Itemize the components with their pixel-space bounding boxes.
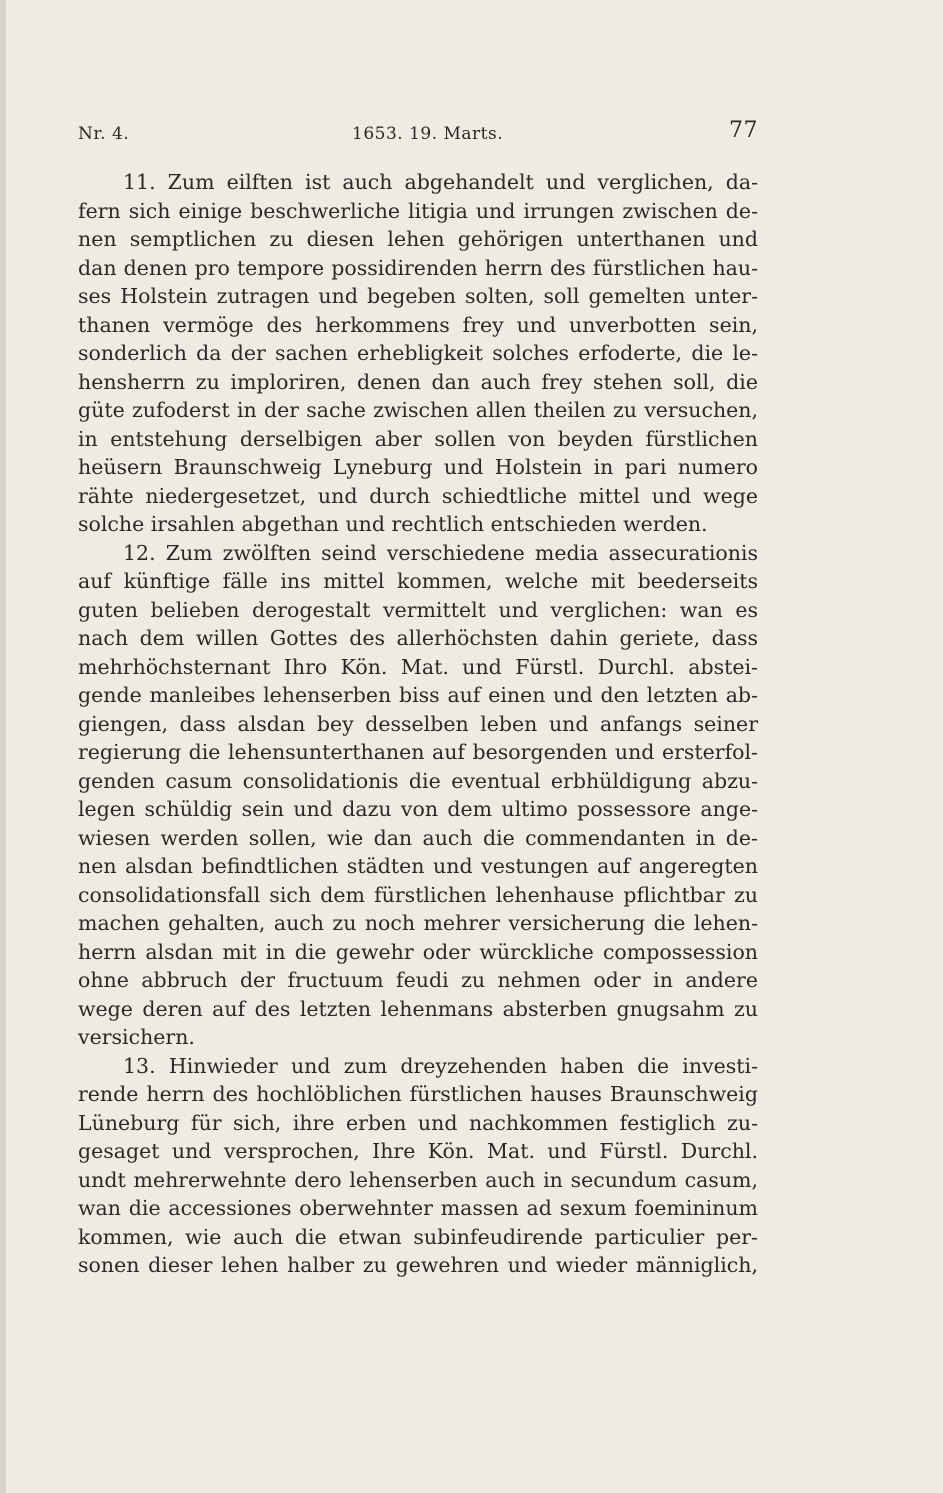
page-edge xyxy=(0,0,6,1493)
text-line: guten belieben derogestalt vermittelt und verglichen: wan es xyxy=(78,598,758,622)
text-line: solche irsahlen abgethan und rechtlich entschieden werden. xyxy=(78,512,708,536)
text-line: legen schüldig sein und dazu von dem ultimo possessore ange- xyxy=(78,797,758,821)
text-line: ses Holstein zutragen und begeben solten, soll gemelten unter- xyxy=(78,284,758,308)
text-line: genden casum consolidationis die eventual erbhüldigung abzu- xyxy=(78,769,758,793)
text-line: ohne abbruch der fructuum feudi zu nehmen oder in andere xyxy=(78,968,758,992)
text-line: nen semptlichen zu diesen lehen gehörigen unterthanen und xyxy=(78,227,758,251)
text-line: wege deren auf des letzten lehenmans absterben gnugsahm zu xyxy=(78,997,758,1021)
text-line: gende manleibes lehenserben biss auf einen und den letzten ab- xyxy=(78,683,758,707)
document-date: 1653. 19. Marts. xyxy=(352,124,504,144)
text-line: nen alsdan befindtlichen städten und vestungen auf angeregten xyxy=(78,854,758,878)
text-line: fern sich einige beschwerliche litigia und irrungen zwischen de- xyxy=(78,199,758,223)
text-line: herrn alsdan mit in die gewehr oder würckliche compossession xyxy=(78,940,758,964)
text-line: dan denen pro tempore possidirenden herrn des fürstlichen hau- xyxy=(78,256,758,280)
text-line: wiesen werden sollen, wie dan auch die commendanten in de- xyxy=(78,826,758,850)
text-line: giengen, dass alsdan bey desselben leben und anfangs seiner xyxy=(78,712,758,736)
text-line: auf künftige fälle ins mittel kommen, welche mit beederseits xyxy=(78,569,758,593)
text-line: machen gehalten, auch zu noch mehrer versicherung die lehen- xyxy=(78,911,758,935)
text-line: mehrhöchsternant Ihro Kön. Mat. und Fürstl. Durchl. abstei- xyxy=(78,655,758,679)
text-line: versichern. xyxy=(78,1025,195,1049)
text-line: heüsern Braunschweig Lyneburg und Holstein in pari numero xyxy=(78,455,758,479)
text-line: 12. Zum zwölften seind verschiedene media assecurationis xyxy=(123,541,758,565)
text-line: in entstehung derselbigen aber sollen von beyden fürstlichen xyxy=(78,427,758,451)
text-line: undt mehrerwehnte dero lehenserben auch in secundum casum, xyxy=(78,1168,758,1192)
text-line: 11. Zum eilften ist auch abgehandelt und verglichen, da- xyxy=(123,170,758,194)
text-line: sonen dieser lehen halber zu gewehren und wieder männiglich, xyxy=(78,1253,758,1277)
text-line: rende herrn des hochlöblichen fürstlichen hauses Braunschweig xyxy=(78,1082,758,1106)
page-number: 77 xyxy=(729,118,758,143)
text-line: 13. Hinwieder und zum dreyzehenden haben die investi- xyxy=(123,1054,758,1078)
text-line: güte zufoderst in der sache zwischen allen theilen zu versuchen, xyxy=(78,398,758,422)
text-line: Lüneburg für sich, ihre erben und nachkommen festiglich zu- xyxy=(78,1111,758,1135)
running-header xyxy=(78,118,758,148)
text-line: thanen vermöge des herkommens frey und unverbotten sein, xyxy=(78,313,758,337)
text-line: rähte niedergesetzet, und durch schiedtliche mittel und wege xyxy=(78,484,758,508)
text-line: hensherrn zu imploriren, denen dan auch frey stehen soll, die xyxy=(78,370,758,394)
text-line: sonderlich da der sachen erhebligkeit solches erfoderte, die le- xyxy=(78,341,758,365)
text-line: gesaget und versprochen, Ihre Kön. Mat. und Fürstl. Durchl. xyxy=(78,1139,758,1163)
text-line: wan die accessiones oberwehnter massen ad sexum foemininum xyxy=(78,1196,758,1220)
text-line: regierung die lehensunterthanen auf besorgenden und ersterfol- xyxy=(78,740,758,764)
text-line: consolidationsfall sich dem fürstlichen lehenhause pflichtbar zu xyxy=(78,883,758,907)
document-number: Nr. 4. xyxy=(78,124,130,144)
text-line: nach dem willen Gottes des allerhöchsten dahin geriete, dass xyxy=(78,626,758,650)
text-line: kommen, wie auch die etwan subinfeudirende particulier per- xyxy=(78,1225,758,1249)
